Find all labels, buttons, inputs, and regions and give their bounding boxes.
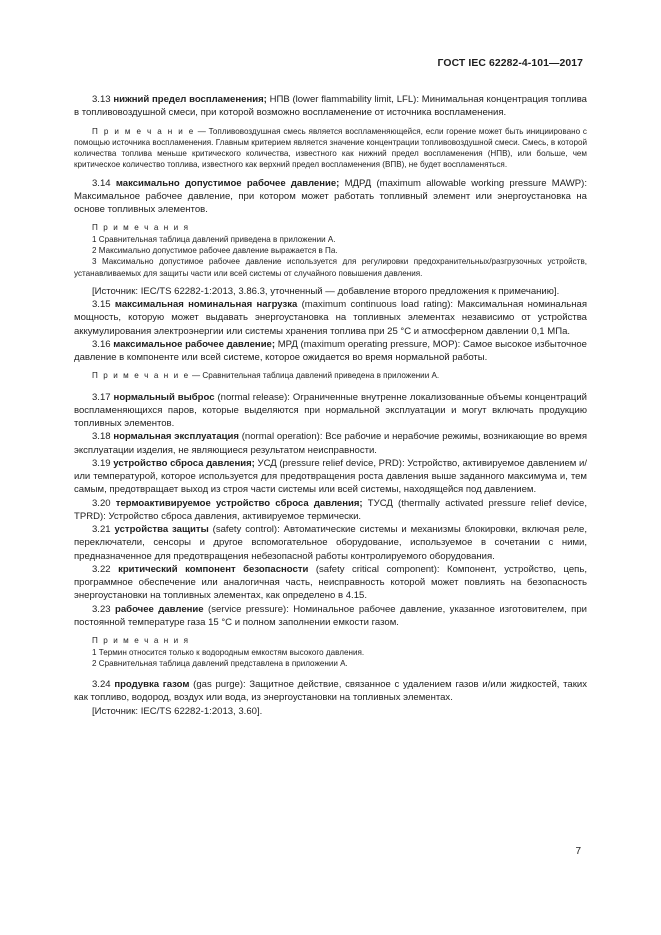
entry-term: максимальное рабочее давление;: [113, 338, 276, 350]
term-entry-3-13: [74, 93, 587, 120]
note-item: 2 Сравнительная таблица давлений представлена в приложении А.: [92, 658, 348, 668]
entry-definition: УСД (pressure relief device, PRD): Устройство, активируемое давлением и/или температурой, которое используется для предотвращения роста давления выше заданного максимума и, тем самым, предотвращает выход из строя части системы или всей системы, находящейся под давлением.: [74, 457, 588, 496]
entry-number: 3.16: [92, 338, 111, 350]
notes-title-3-14: П р и м е ч а н и я: [92, 223, 190, 233]
entry-term: критический компонент безопасности: [118, 563, 309, 575]
term-entry-3-17: [74, 391, 587, 431]
term-entry-3-18: [74, 430, 587, 457]
entry-number: 3.15: [92, 299, 111, 311]
note-3-16: [74, 370, 587, 381]
entry-number: 3.20: [92, 497, 111, 509]
entry-number: 3.24: [92, 679, 111, 691]
term-entry-3-16: [74, 338, 587, 365]
note-text: — Сравнительная таблица давлений приведена в приложении А.: [189, 371, 440, 381]
entry-number: 3.21: [92, 524, 111, 536]
entry-definition: МДРД (maximum allowable working pressure MAWP): Максимальное рабочее давление, при котором может работать топливный элемент или энергоустановка на основе топливных элементов.: [74, 177, 587, 216]
note-item: 1 Сравнительная таблица давлений приведена в приложении А.: [92, 234, 336, 244]
term-entry-3-15: [74, 298, 587, 338]
note-3-13: [74, 126, 587, 171]
note-item: 2 Максимально допустимое рабочее давление выражается в Па.: [92, 246, 338, 256]
page-number: 7: [575, 846, 581, 857]
note-item: 3 Максимально допустимое рабочее давление используется для регулировки предохранительных/разгрузочных устройств, устанавливаемых для защиты части или всей системы от случайного повышения давления.: [74, 257, 587, 278]
standard-header: ГОСТ IEC 62282-4-101—2017: [437, 58, 583, 69]
entry-definition: (normal operation): Все рабочие и нерабочие режимы, возникающие во время эксплуатации изделия, не являющиеся результатом неисправности.: [74, 431, 588, 456]
entry-term: продувка газом: [114, 679, 190, 691]
entry-definition: НПВ (lower flammability limit, LFL): Минимальная концентрация топлива в топливовоздушной смеси, при которой возможно воспламенение от источника воспламенения.: [74, 94, 587, 119]
entry-number: 3.13: [92, 94, 111, 105]
entry-term: рабочее давление: [115, 603, 204, 615]
note-text: — Топливовоздушная смесь является воспламеняющейся, если горение может быть инициировано с помощью источника воспламенения. Главным критерием является значение концентрации топливовоздушной смеси. Смесь, в которой количества топлива меньше критического количества, известного как нижний предел воспламенения (НПВ), или больше, чем критическое количество топлива, известного как верхний предел воспламенения (ВПВ), не будет воспламеняться.: [74, 126, 587, 170]
entry-number: 3.19: [92, 457, 111, 469]
entry-term: нормальная эксплуатация: [113, 431, 239, 443]
entry-number: 3.17: [92, 391, 111, 403]
entry-term: устройство сброса давления;: [113, 457, 255, 469]
entry-term: термоактивируемое устройство сброса давления;: [115, 497, 363, 509]
term-entry-3-21: [74, 523, 587, 563]
source-reference-3-14: [Источник: IEC/TS 62282-1:2013, 3.86.3, уточненный — добавление второго предложения к примечанию].: [92, 285, 560, 297]
entry-term: максимальная номинальная нагрузка: [114, 299, 298, 311]
entry-definition: МРД (maximum operating pressure, MOP): Самое высокое избыточное давление в компоненте или всей системе, которое ожидается во время нормальной работы.: [74, 338, 587, 364]
entry-definition: (safety critical component): Компонент, устройство, цепь, программное обеспечение или аналогичная часть, неисправность которой может повлиять на безопасность энергоустановки на топливных элементах, как определено в 4.15.: [74, 563, 587, 602]
term-entry-3-20: [74, 497, 587, 524]
entry-number: 3.18: [92, 431, 111, 443]
entry-definition: (maximum continuous load rating): Максимальная номинальная мощность, которую может выдавать энергоустановка на топливных элементах независимо от устройства аккумулирования электроэнергии или системы хранения топлива при 25 °С и атмосферном давлении 0,1 МПа.: [74, 299, 587, 337]
entry-definition: ТУСД (thermally activated pressure relief device, TPRD): Устройство сброса давления, активируемое термически.: [74, 497, 588, 522]
entry-number: 3.22: [92, 563, 111, 575]
entry-number: 3.14: [92, 177, 111, 189]
note-item: 1 Термин относится только к водородным емкостям высокого давления.: [92, 647, 365, 657]
notes-title-3-23: П р и м е ч а н и я: [92, 636, 190, 646]
note-label: П р и м е ч а н и е: [92, 371, 190, 381]
entry-definition: (safety control): Автоматические системы и механизмы блокировки, включая реле, переключатели, сенсоры и другое вспомогательное оборудование, используемое в сочетании с ними, предназначенное для предотвращения небезопасной работы контролируемого оборудования.: [74, 524, 587, 562]
entry-term: устройства защиты: [114, 524, 209, 536]
entry-definition: (gas purge): Защитное действие, связанное с удалением газов и/или жидкостей, таких как топливо, водород, воздух или вода, из энергоустановки на топливных элементах.: [74, 679, 587, 704]
term-entry-3-24: [74, 678, 587, 705]
term-entry-3-19: [74, 457, 587, 497]
entry-definition: (normal release): Ограниченные внутренне локализованные объемы концентраций воспламеняющихся паров, которые выделяются при нормальной эксплуатации и могут включать продукцию топливных элементов.: [74, 391, 587, 430]
term-entry-3-22: [74, 563, 587, 603]
entry-number: 3.23: [92, 603, 111, 615]
entry-term: нормальный выброс: [113, 391, 215, 403]
entry-term: максимально допустимое рабочее давление;: [115, 177, 340, 189]
document-body: [74, 93, 587, 718]
term-entry-3-23: [74, 603, 587, 630]
note-label: П р и м е ч а н и е: [92, 126, 195, 136]
term-entry-3-14: [74, 177, 587, 217]
entry-definition: (service pressure): Номинальное рабочее давление, указанное изготовителем, при постоянной температуре газа 15 °С и полном заполнении емкости газом.: [74, 603, 587, 628]
entry-term: нижний предел воспламенения;: [113, 94, 267, 105]
source-reference-3-24: [Источник: IEC/TS 62282-1:2013, 3.60].: [92, 705, 263, 717]
